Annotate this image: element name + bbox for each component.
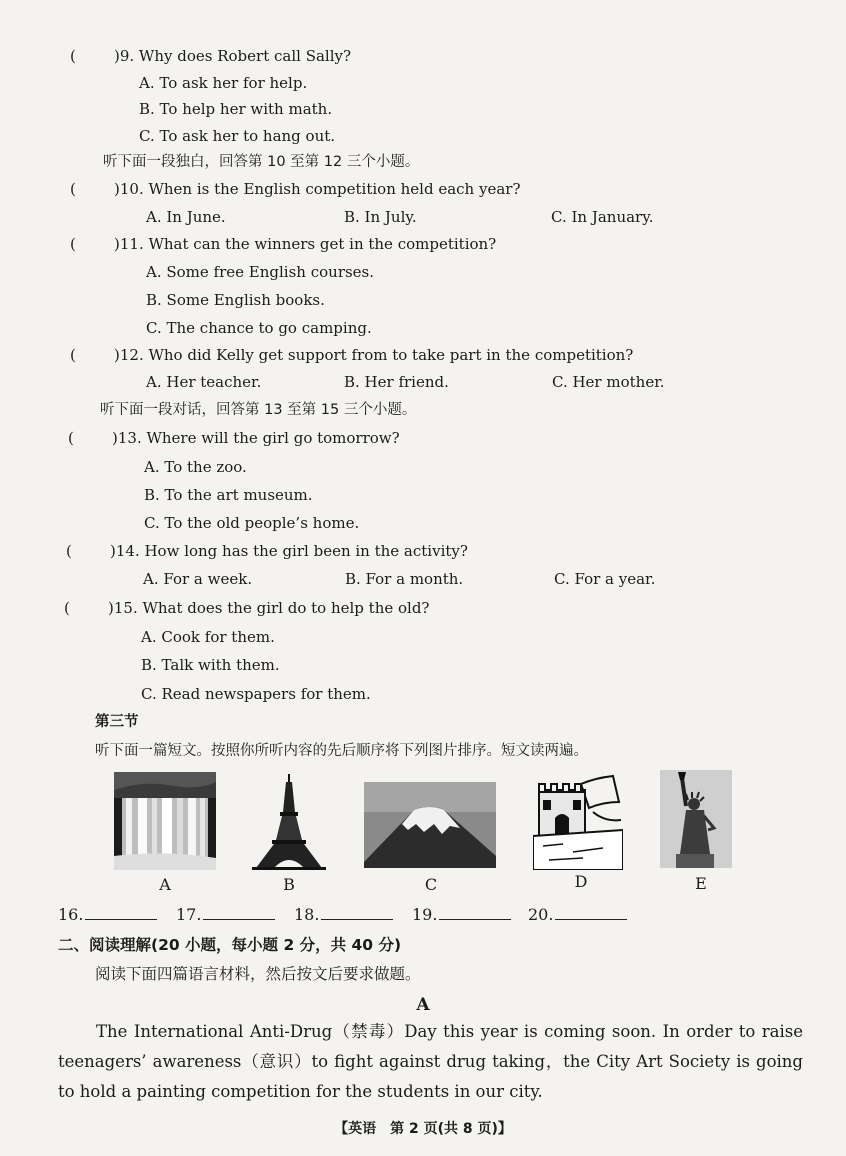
answer-paren: ( bbox=[66, 542, 72, 560]
statue-of-liberty-photo bbox=[660, 770, 732, 868]
answer-blank-18[interactable] bbox=[294, 905, 393, 925]
question-11-stem: )11. What can the winners get in the competition? bbox=[114, 235, 497, 253]
blank-line[interactable] bbox=[439, 905, 511, 920]
q9-option-c: C. To ask her to hang out. bbox=[139, 127, 336, 145]
waterfall-photo bbox=[114, 772, 216, 870]
section-3-title: 第三节 bbox=[95, 714, 139, 730]
q14-option-b: B. For a month. bbox=[345, 570, 464, 588]
blank-number: 20. bbox=[528, 905, 554, 924]
question-14-stem: )14. How long has the girl been in the activity? bbox=[110, 542, 468, 560]
monologue-instruction: 听下面一段独白，回答第 10 至第 12 三个小题。 bbox=[103, 154, 420, 170]
q15-option-b: B. Talk with them. bbox=[141, 656, 280, 674]
answer-blank-17[interactable] bbox=[176, 905, 275, 925]
answer-paren: ( bbox=[70, 235, 76, 253]
page-footer: 【英语 第 2 页(共 8 页)】 bbox=[334, 1121, 512, 1137]
q13-option-c: C. To the old people’s home. bbox=[144, 514, 360, 532]
blank-number: 18. bbox=[294, 905, 320, 924]
answer-paren: ( bbox=[70, 346, 76, 364]
passage-a bbox=[58, 1017, 803, 1107]
blank-line[interactable] bbox=[85, 905, 157, 920]
question-13-stem: )13. Where will the girl go tomorrow? bbox=[112, 429, 400, 447]
mount-fuji-photo bbox=[364, 782, 496, 868]
question-12-stem: )12. Who did Kelly get support from to take part in the competition? bbox=[114, 346, 634, 364]
picture-label-a: A bbox=[159, 875, 171, 894]
q14-option-c: C. For a year. bbox=[554, 570, 656, 588]
q15-option-c: C. Read newspapers for them. bbox=[141, 685, 371, 703]
eiffel-tower-drawing bbox=[252, 772, 326, 870]
q11-option-a: A. Some free English courses. bbox=[146, 263, 375, 281]
q10-option-a: A. In June. bbox=[146, 208, 226, 226]
answer-paren: ( bbox=[70, 180, 76, 198]
answer-blank-16[interactable] bbox=[58, 905, 157, 925]
answer-blank-20[interactable] bbox=[528, 905, 627, 925]
question-9-stem: )9. Why does Robert call Sally? bbox=[114, 47, 352, 65]
question-15-stem: )15. What does the girl do to help the old? bbox=[108, 599, 430, 617]
q11-option-c: C. The chance to go camping. bbox=[146, 319, 372, 337]
blank-number: 16. bbox=[58, 905, 84, 924]
q10-option-c: C. In January. bbox=[551, 208, 654, 226]
part-2-title: 二、阅读理解(20 小题，每小题 2 分，共 40 分) bbox=[58, 936, 402, 954]
passage-label: A bbox=[416, 995, 430, 1015]
blank-number: 17. bbox=[176, 905, 202, 924]
q12-option-a: A. Her teacher. bbox=[146, 373, 262, 391]
answer-blank-19[interactable] bbox=[412, 905, 511, 925]
blank-line[interactable] bbox=[555, 905, 627, 920]
q13-option-b: B. To the art museum. bbox=[144, 486, 313, 504]
q9-option-b: B. To help her with math. bbox=[139, 100, 333, 118]
picture-label-e: E bbox=[695, 874, 707, 893]
answer-paren: ( bbox=[70, 47, 76, 65]
q12-option-b: B. Her friend. bbox=[344, 373, 449, 391]
answer-paren: ( bbox=[64, 599, 70, 617]
passage-a-text: The International Anti-Drug（禁毒）Day this year is coming soon. In order to raise teenagers’ awareness（意识）to fight against drug taking，the City Art Society is going to hold a painting competition for the students in our city. bbox=[58, 1022, 803, 1101]
great-wall-drawing bbox=[533, 772, 623, 870]
q10-option-b: B. In July. bbox=[344, 208, 417, 226]
picture-label-b: B bbox=[283, 875, 295, 894]
q14-option-a: A. For a week. bbox=[143, 570, 253, 588]
blank-number: 19. bbox=[412, 905, 438, 924]
q13-option-a: A. To the zoo. bbox=[144, 458, 247, 476]
picture-label-c: C bbox=[424, 875, 438, 894]
q9-option-a: A. To ask her for help. bbox=[139, 74, 308, 92]
answer-paren: ( bbox=[68, 429, 74, 447]
dialogue-instruction: 听下面一段对话，回答第 13 至第 15 三个小题。 bbox=[100, 402, 417, 418]
picture-label-d: D bbox=[574, 872, 588, 891]
question-10-stem: )10. When is the English competition held each year? bbox=[114, 180, 521, 198]
section-3-instruction: 听下面一篇短文。按照你所听内容的先后顺序将下列图片排序。短文读两遍。 bbox=[95, 743, 588, 759]
q11-option-b: B. Some English books. bbox=[146, 291, 325, 309]
q15-option-a: A. Cook for them. bbox=[141, 628, 275, 646]
q12-option-c: C. Her mother. bbox=[552, 373, 665, 391]
blank-line[interactable] bbox=[203, 905, 275, 920]
part-2-instruction: 阅读下面四篇语言材料，然后按文后要求做题。 bbox=[95, 965, 421, 983]
blank-line[interactable] bbox=[321, 905, 393, 920]
